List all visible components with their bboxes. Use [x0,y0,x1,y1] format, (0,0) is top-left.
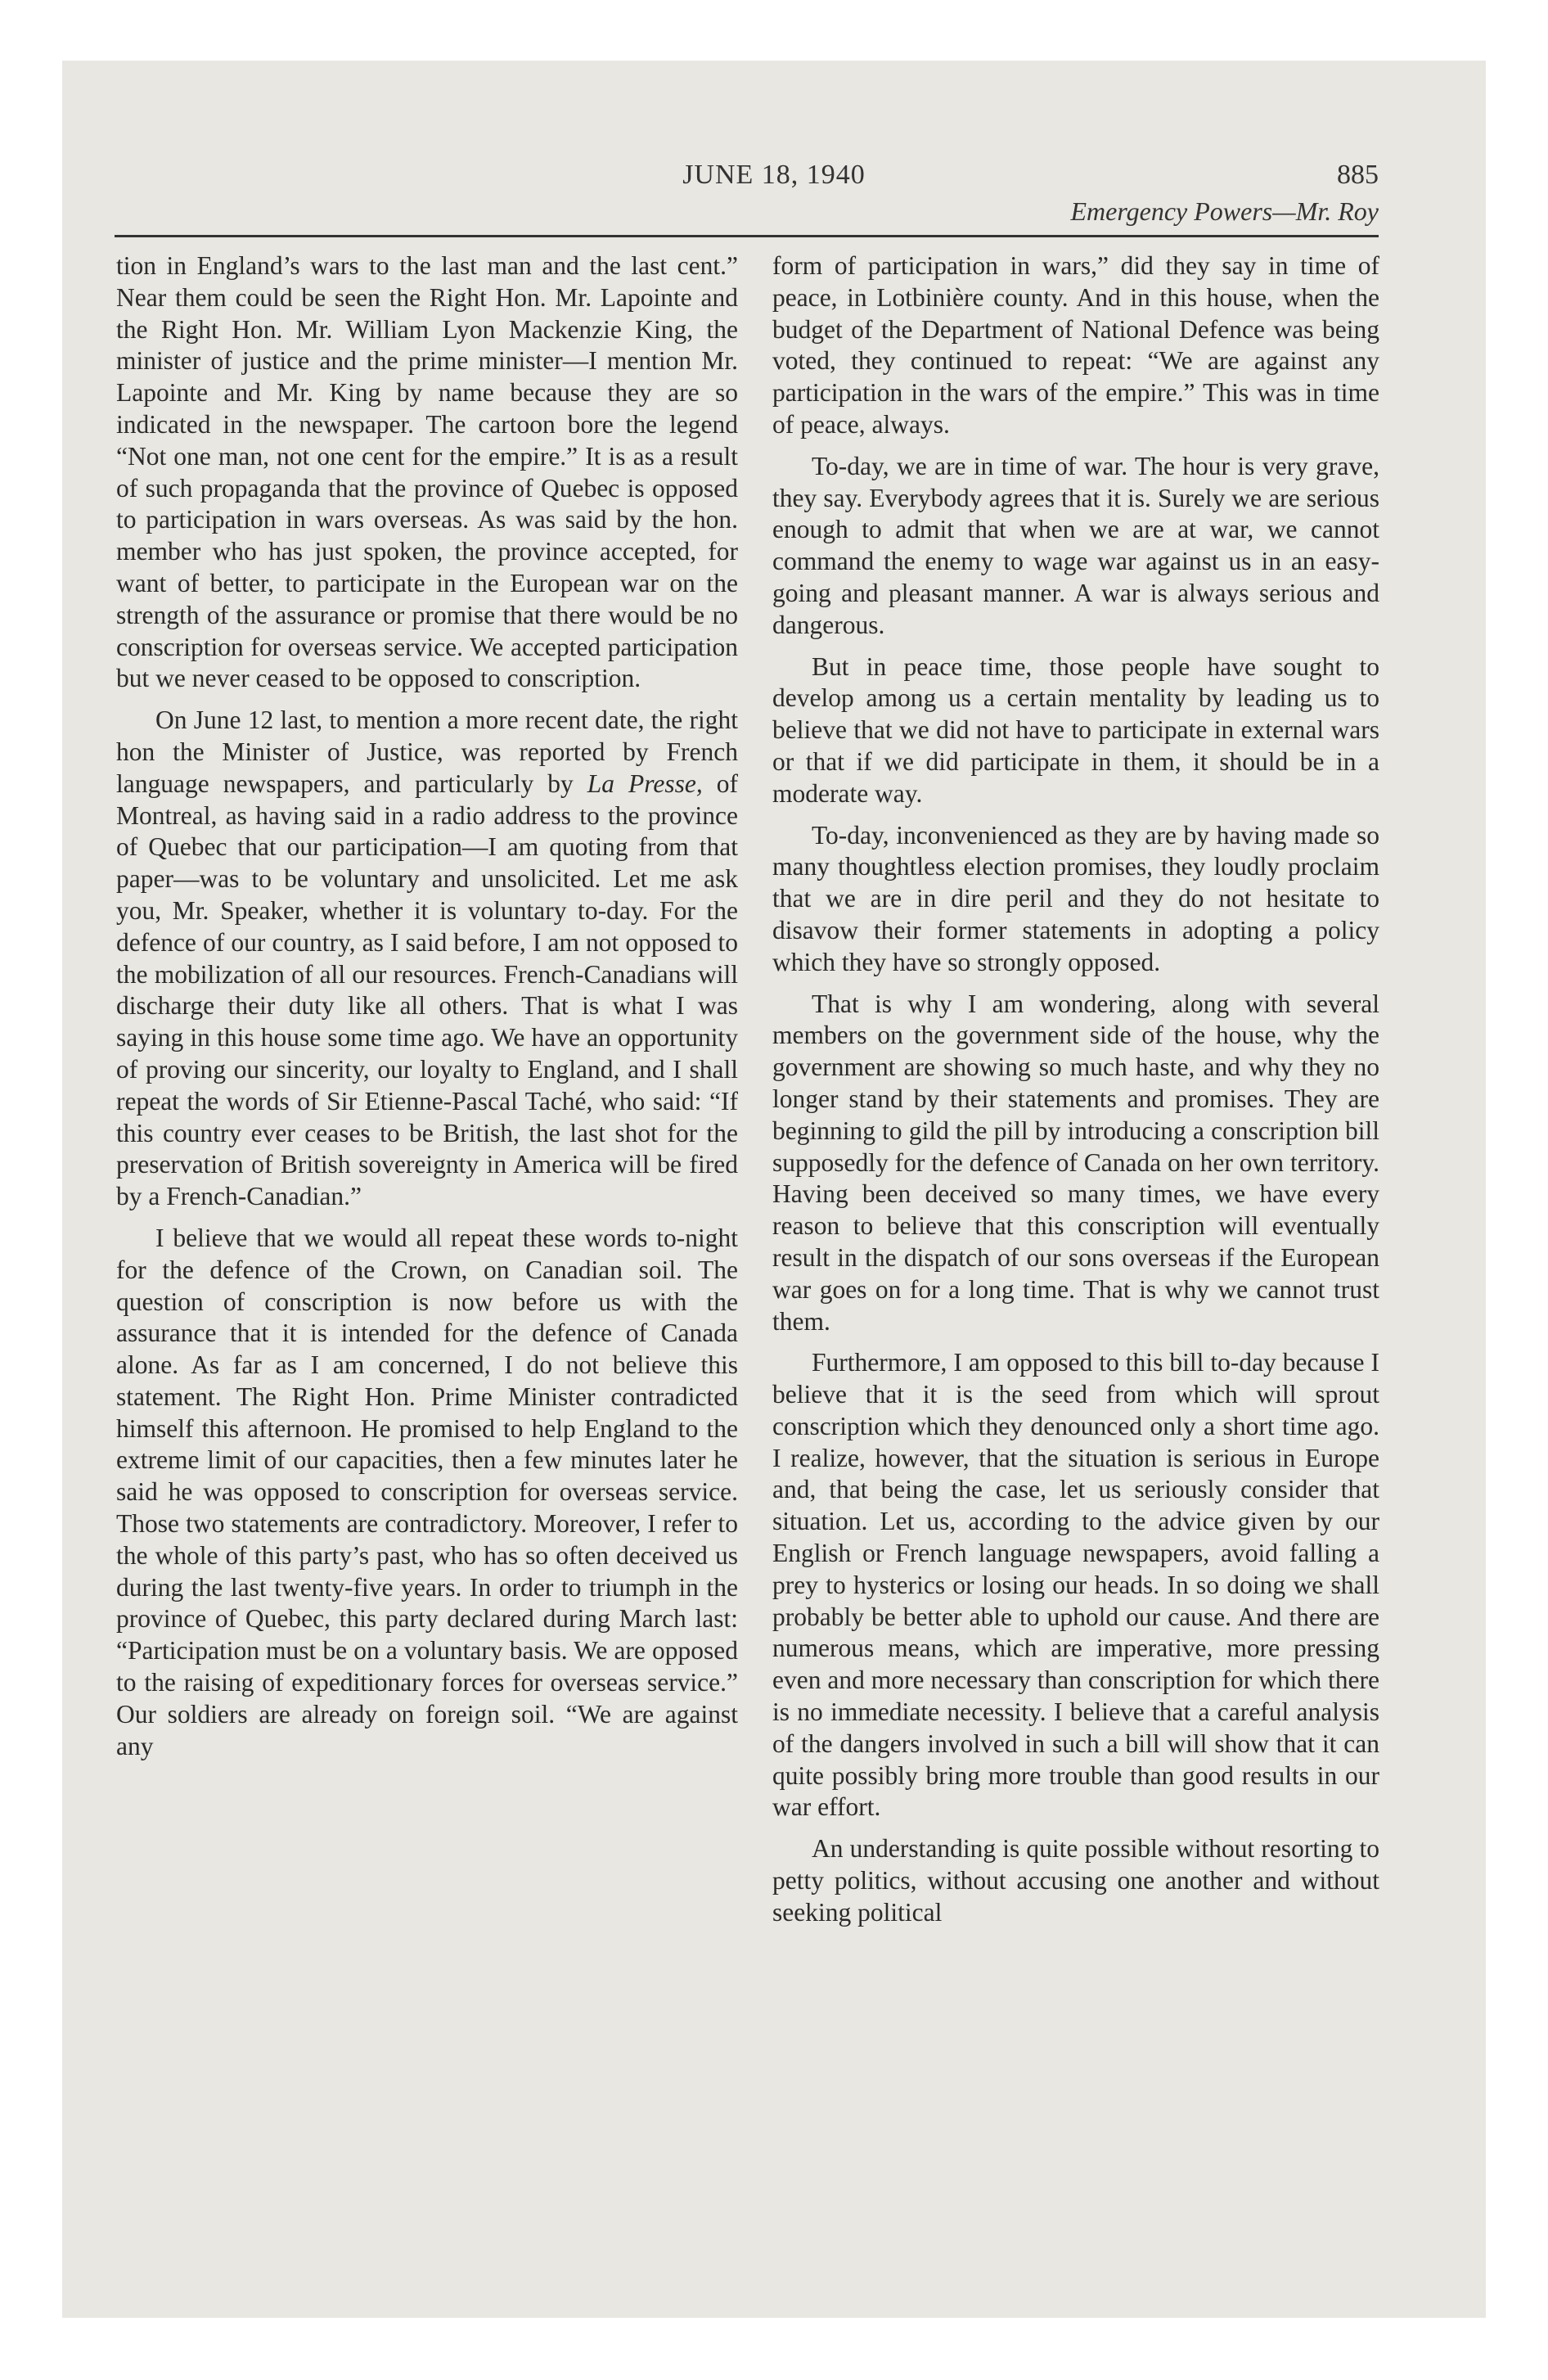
running-head: Emergency Powers—Mr. Roy [1070,196,1379,226]
paragraph: That is why I am wondering, along with several members on the government side of the house, why the government are showing so much haste, and why they no longer stand by their statements and promises. They are beginning to gild the pill by introducing a conscription bill supposedly for the defence of Canada on her own territory. Having been deceived so many times, we have every reason to believe that this conscription will eventually result in the dispatch of our sons overseas if the European war goes on for a long time. That is why we cannot trust them. [772,989,1379,1336]
paragraph: To-day, we are in time of war. The hour is very grave, they say. Everybody agrees that it is. Surely we are serious enough to admit that when we are at war, we cannot command the enemy to wage war against us in an easy-going and pleasant manner. A war is always serious and dangerous. [772,451,1379,639]
page-date: JUNE 18, 1940 [682,160,866,190]
paragraph: An understanding is quite possible without resorting to petty politics, without accusing one another and without seeking political [772,1834,1379,1927]
left-column [116,250,738,1772]
page-number: 885 [1337,160,1379,190]
paragraph: To-day, inconvenienced as they are by having made so many thoughtless election promises, they loudly proclaim that we are in dire peril and they do not hesitate to disavow their former statements in adopting a policy which they have so strongly opposed. [772,820,1379,976]
paragraph: On June 12 last, to mention a more recent date, the right hon the Minister of Justice, was reported by French language newspapers, and particularly by La Presse, of Montreal, as having said in a radio address to the province of Quebec that our participation—I am quoting from that paper—was to be voluntary and unsolicited. Let me ask you, Mr. Speaker, whether it is voluntary to-day. For the defence of our country, as I said before, I am not opposed to the mobilization of all our resources. French-Canadians will discharge their duty like all others. That is what I was saying in this house some time ago. We have an opportunity of proving our sincerity, our loyalty to England, and I shall repeat the words of Sir Etienne-Pascal Taché, who said: “If this country ever ceases to be British, the last shot for the preservation of British sovereignty in America will be fired by a French-Canadian.” [116,705,738,1211]
paragraph: Furthermore, I am opposed to this bill to-day because I believe that it is the seed from which will sprout conscription which they denounced only a short time ago. I realize, however, that the situation is serious in Europe and, that being the case, let us seriously consider that situation. Let us, according to the advice given by our English or French language newspapers, avoid falling a prey to hysterics or losing our heads. In so doing we shall probably be better able to uphold our cause. And there are numerous means, which are imperative, more pressing even and more necessary than conscription for which there is no immediate necessity. I believe that a careful analysis of the dangers involved in such a bill will show that it can quite possibly bring more trouble than good results in our war effort. [772,1348,1379,1822]
paragraph: tion in England’s wars to the last man and the last cent.” Near them could be seen the Right Hon. Mr. Lapointe and the Right Hon. Mr. William Lyon Mackenzie King, the minister of justice and the prime minister—I mention Mr. Lapointe and Mr. King by name because they are so indicated in the newspaper. The cartoon bore the legend “Not one man, not one cent for the empire.” It is as a result of such propaganda that the province of Quebec is opposed to participation in wars overseas. As was said by the hon. member who has just spoken, the province accepted, for want of better, to participate in the European war on the strength of the assurance or promise that there would be no conscription for overseas service. We accepted participation but we never ceased to be opposed to conscription. [116,251,738,693]
right-column [772,250,1379,1939]
paragraph: But in peace time, those people have sought to develop among us a certain mentality by leading us to believe that we did not have to participate in external wars or that if we did participate in them, it should be in a moderate way. [772,651,1379,808]
newspaper-title: La Presse, [587,769,703,798]
header-rule [115,235,1379,237]
paragraph: form of participation in wars,” did they say in time of peace, in Lotbinière county. And in this house, when the budget of the Department of National Defence was being voted, they continued to repeat: “We are against any participation in the wars of the empire.” This was in time of peace, always. [772,251,1379,439]
paragraph: I believe that we would all repeat these words to-night for the defence of the Crown, on Canadian soil. The question of conscription is now before us with the assurance that it is intended for the defence of Canada alone. As far as I am concerned, I do not believe this statement. The Right Hon. Prime Minister contradicted himself this afternoon. He promised to help England to the extreme limit of our capacities, then a few minutes later he said he was opposed to conscription for overseas service. Those two statements are contradictory. Moreover, I refer to the whole of this party’s past, who has so often deceived us during the last twenty-five years. In order to triumph in the province of Quebec, this party declared during March last: “Participation must be on a voluntary basis. We are opposed to the raising of expeditionary forces for overseas service.” Our soldiers are already on foreign soil. “We are against any [116,1223,738,1760]
